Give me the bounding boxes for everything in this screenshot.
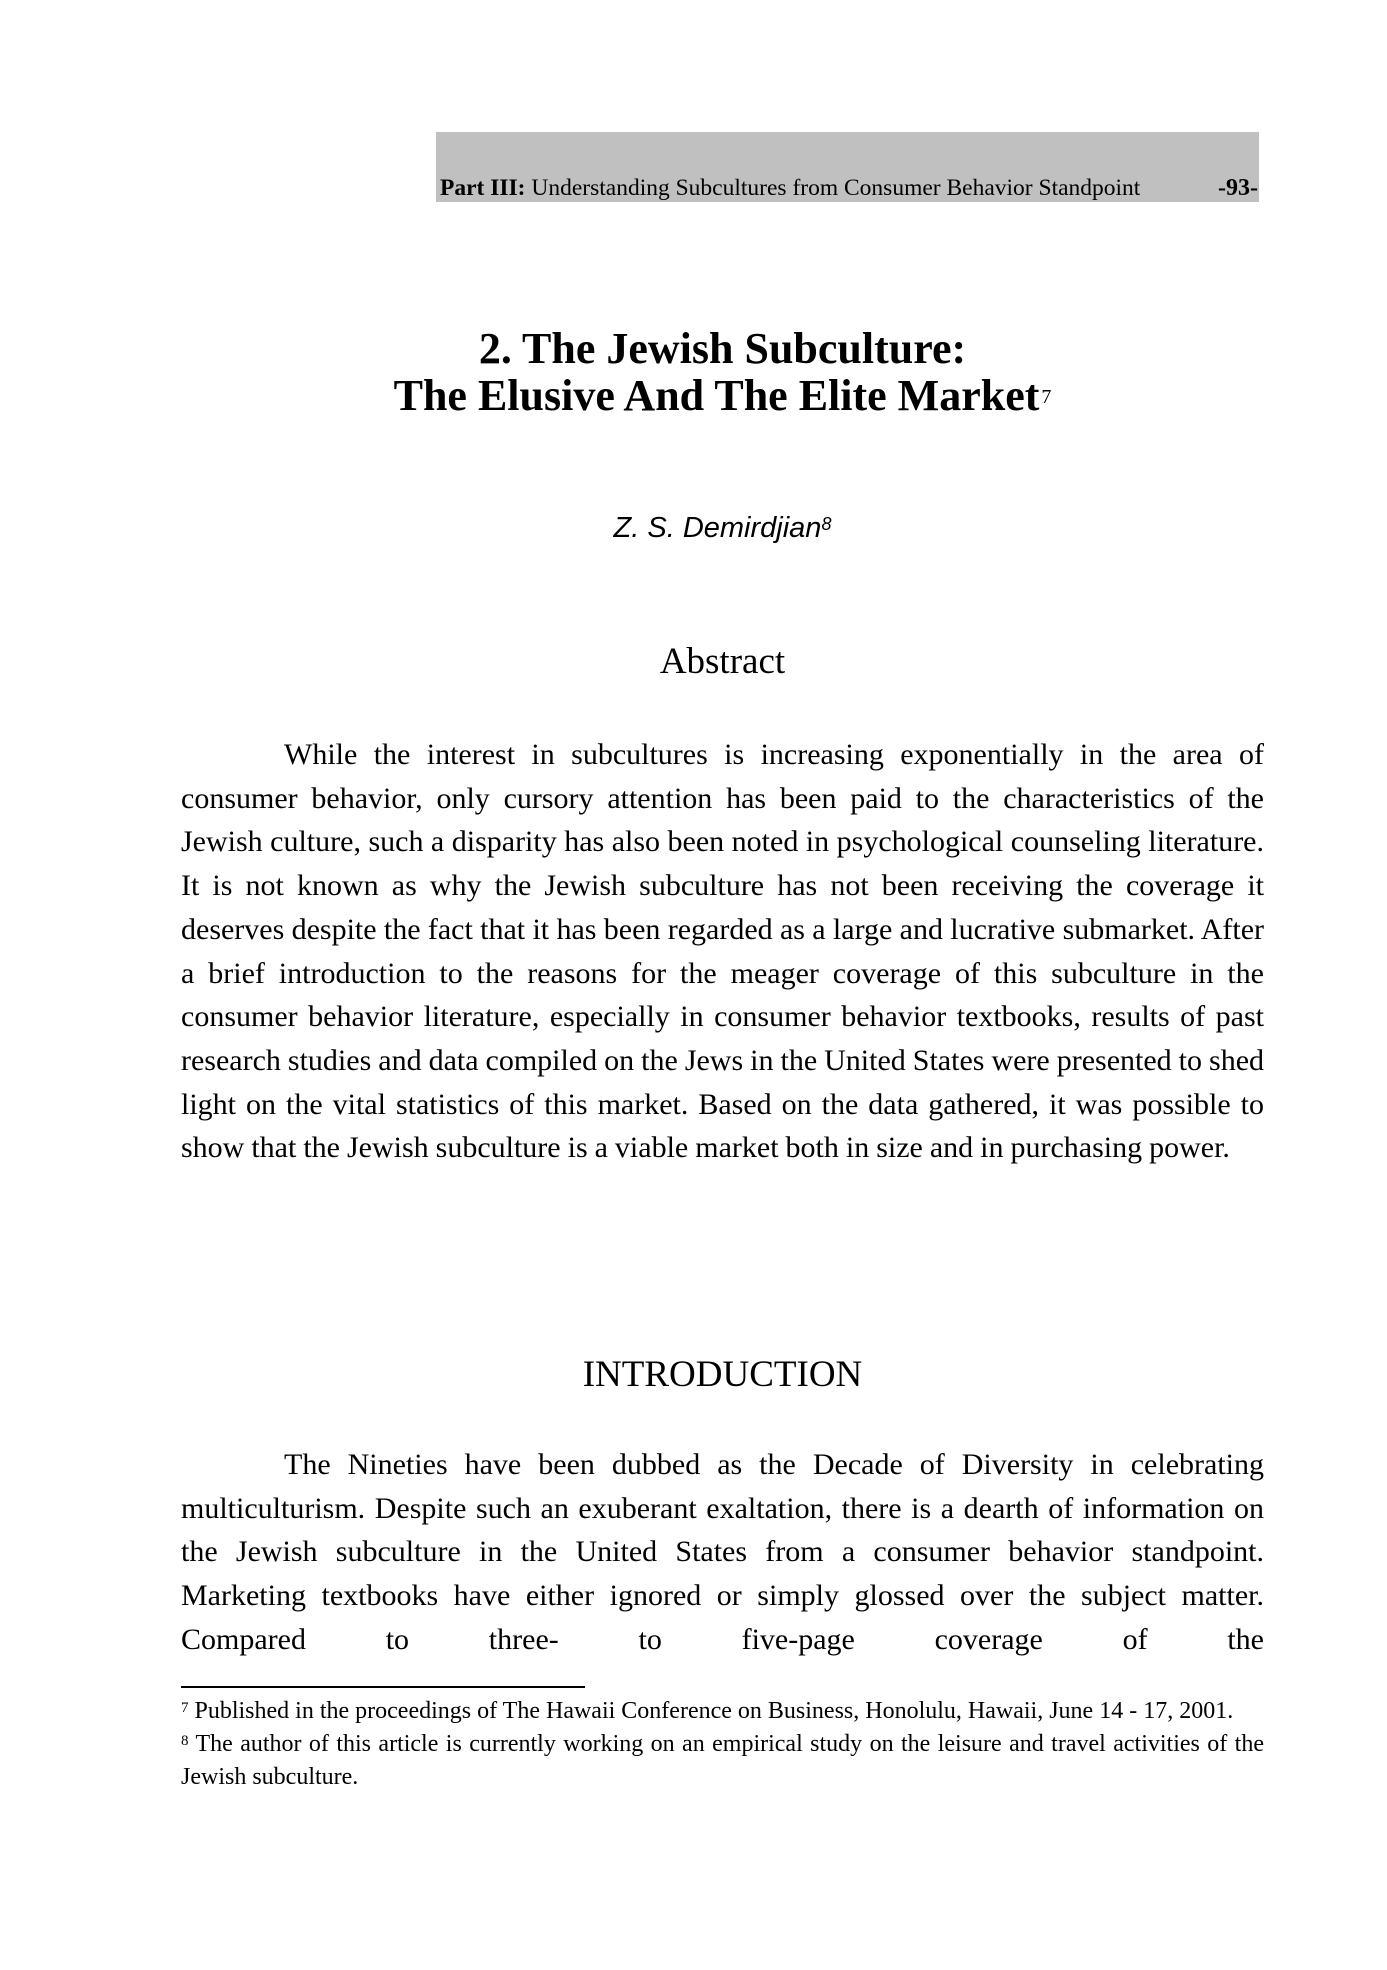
abstract-paragraph: While the interest in subcultures is increasing exponentially in the area of consumer behavior, only cursory attention has been paid to the characteristics of the Jewish culture, such a disparity has also been noted in psychological counseling literature. It is not known as why the Jewish subculture has not been receiving the coverage it deserves despite the fact that it has been regarded as a large and lucrative submarket. After a brief introduction to the reasons for the meager coverage of this subculture in the consumer behavior literature, especially in consumer behavior textbooks, results of past research studies and data compiled on the Jews in the United States were presented to shed light on the vital statistics of this market. Based on the data gathered, it was possible to show that the Jewish subculture is a viable market both in size and in purchasing power. bbox=[181, 738, 1265, 1165]
part-label: Part III: bbox=[440, 175, 526, 201]
author-name: Z. S. Demirdjian bbox=[613, 512, 822, 544]
author-footnote-marker[interactable]: 8 bbox=[821, 514, 832, 534]
page-number: -93- bbox=[1218, 175, 1258, 201]
introduction-paragraph: The Nineties have been dubbed as the Decade of Diversity in celebrating multiculturism. Despite such an exuberant exaltation, there is a dearth of information on the Jewish subculture in the United States from a consumer behavior standpoint. Marketing textbooks have either ignored or simply glossed over the subject matter. Compared to three- to five-page coverage of the bbox=[181, 1448, 1264, 1656]
introduction-heading: INTRODUCTION bbox=[582, 1354, 863, 1395]
section-title: Understanding Subcultures from Consumer Behavior Standpoint bbox=[531, 175, 1141, 201]
author-byline bbox=[181, 511, 1264, 545]
title-line-2-text: The Elusive And The Elite Market bbox=[393, 371, 1040, 420]
running-header-text bbox=[440, 173, 1140, 203]
footnote-separator bbox=[181, 1686, 585, 1688]
footnote-8 bbox=[181, 1728, 1264, 1794]
footnote-marker: 8 bbox=[181, 1733, 189, 1749]
article-title bbox=[181, 325, 1264, 419]
footnote-marker: 7 bbox=[181, 1700, 189, 1716]
title-footnote-marker[interactable]: 7 bbox=[1041, 386, 1052, 408]
title-line-1: 2. The Jewish Subculture: bbox=[478, 324, 967, 373]
running-header bbox=[436, 132, 1259, 202]
footnote-text: The author of this article is currently working on an empirical study on the leisure and travel activities of the Jewish subculture. bbox=[181, 1731, 1264, 1790]
title-line-2 bbox=[181, 372, 1264, 419]
footnote-7 bbox=[181, 1695, 1264, 1728]
footnote-text: Published in the proceedings of The Hawaii Conference on Business, Honolulu, Hawaii, June 14 - 17, 2001. bbox=[188, 1698, 1234, 1724]
abstract-heading: Abstract bbox=[659, 641, 786, 682]
footnotes bbox=[181, 1695, 1264, 1794]
